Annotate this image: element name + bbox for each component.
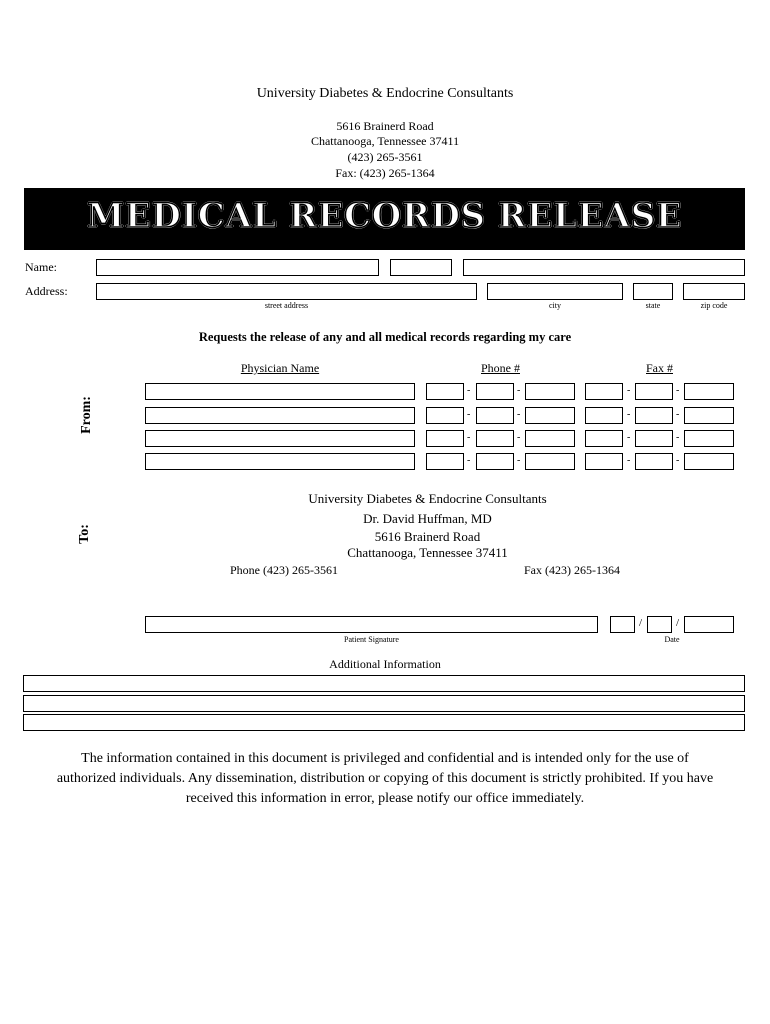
signature-caption: Patient Signature	[344, 635, 399, 644]
title-banner	[24, 188, 745, 250]
dash: -	[627, 385, 631, 396]
middle-initial-field[interactable]	[390, 259, 452, 276]
phone-prefix-field[interactable]	[476, 430, 514, 447]
dash: -	[627, 409, 631, 420]
date-caption: Date	[664, 635, 680, 644]
phone-header: Phone #	[481, 361, 520, 375]
phone-area-code-field[interactable]	[426, 383, 464, 400]
dash: -	[467, 385, 471, 396]
dash: -	[676, 385, 680, 396]
additional-info-field-3[interactable]	[23, 714, 745, 731]
date-day-field[interactable]	[647, 616, 672, 633]
to-org-name: University Diabetes & Endocrine Consultants	[308, 491, 547, 506]
dash: -	[676, 409, 680, 420]
org-address-line1: 5616 Brainerd Road	[336, 119, 434, 133]
physician-name-field[interactable]	[145, 453, 415, 470]
fax-area-code-field[interactable]	[585, 453, 623, 470]
org-name: University Diabetes & Endocrine Consultants	[256, 86, 514, 101]
from-label: From:	[79, 396, 94, 434]
fax-line-field[interactable]	[684, 407, 734, 424]
dash: -	[517, 432, 521, 443]
fax-area-code-field[interactable]	[585, 430, 623, 447]
zip-caption: zip code	[700, 301, 728, 310]
dash: -	[627, 455, 631, 466]
dash: -	[467, 432, 471, 443]
org-address-line2: Chattanooga, Tennessee 37411	[310, 134, 460, 148]
name-label: Name:	[25, 260, 57, 274]
fax-line-field[interactable]	[684, 453, 734, 470]
phone-line-field[interactable]	[525, 383, 575, 400]
fax-area-code-field[interactable]	[585, 383, 623, 400]
form-title: MEDICAL RECORDS RELEASE	[86, 196, 683, 236]
phone-area-code-field[interactable]	[426, 453, 464, 470]
phone-line-field[interactable]	[525, 430, 575, 447]
phone-line-field[interactable]	[525, 407, 575, 424]
date-month-field[interactable]	[610, 616, 635, 633]
physician-name-field[interactable]	[145, 430, 415, 447]
fax-prefix-field[interactable]	[635, 383, 673, 400]
fax-line-field[interactable]	[684, 383, 734, 400]
address-label: Address:	[25, 284, 68, 298]
org-phone: (423) 265-3561	[347, 150, 423, 164]
dash: -	[467, 409, 471, 420]
phone-prefix-field[interactable]	[476, 453, 514, 470]
street-address-field[interactable]	[96, 283, 477, 300]
org-fax: Fax: (423) 265-1364	[335, 166, 435, 180]
last-name-field[interactable]	[96, 259, 379, 276]
dash: -	[627, 432, 631, 443]
phone-area-code-field[interactable]	[426, 430, 464, 447]
state-field[interactable]	[633, 283, 673, 300]
additional-info-field-1[interactable]	[23, 675, 745, 692]
disclaimer-line-1: The information contained in this document is privileged and confidential and is intended only for the use of	[81, 751, 689, 766]
to-address-line2: Chattanooga, Tennessee 37411	[347, 545, 508, 560]
additional-info-field-2[interactable]	[23, 695, 745, 712]
to-address-line1: 5616 Brainerd Road	[374, 529, 481, 544]
dash: -	[676, 432, 680, 443]
state-caption: state	[645, 301, 661, 310]
phone-line-field[interactable]	[525, 453, 575, 470]
zip-code-field[interactable]	[683, 283, 745, 300]
to-doctor-name: Dr. David Huffman, MD	[363, 511, 492, 526]
fax-area-code-field[interactable]	[585, 407, 623, 424]
to-phone: Phone (423) 265-3561	[230, 563, 338, 577]
date-slash: /	[639, 617, 643, 629]
fax-prefix-field[interactable]	[635, 407, 673, 424]
phone-area-code-field[interactable]	[426, 407, 464, 424]
physician-name-field[interactable]	[145, 383, 415, 400]
to-label: To:	[77, 524, 92, 544]
disclaimer-line-2: authorized individuals. Any dissemination, distribution or copying of this document is strictly prohibited. If you have	[56, 771, 714, 786]
phone-prefix-field[interactable]	[476, 383, 514, 400]
first-name-field[interactable]	[463, 259, 745, 276]
additional-info-label: Additional Information	[329, 657, 441, 671]
fax-header: Fax #	[646, 361, 673, 375]
dash: -	[517, 409, 521, 420]
fax-prefix-field[interactable]	[635, 430, 673, 447]
physician-name-field[interactable]	[145, 407, 415, 424]
disclaimer-line-3: received this information in error, please notify our office immediately.	[185, 791, 585, 806]
to-fax: Fax (423) 265-1364	[524, 563, 620, 577]
physician-name-header: Physician Name	[240, 361, 320, 375]
request-text: Requests the release of any and all medical records regarding my care	[198, 330, 572, 344]
city-field[interactable]	[487, 283, 623, 300]
dash: -	[517, 455, 521, 466]
date-year-field[interactable]	[684, 616, 734, 633]
fax-line-field[interactable]	[684, 430, 734, 447]
city-caption: city	[549, 301, 561, 310]
patient-signature-field[interactable]	[145, 616, 598, 633]
dash: -	[467, 455, 471, 466]
date-slash: /	[676, 617, 680, 629]
fax-prefix-field[interactable]	[635, 453, 673, 470]
dash: -	[517, 385, 521, 396]
dash: -	[676, 455, 680, 466]
phone-prefix-field[interactable]	[476, 407, 514, 424]
street-caption: street address	[264, 301, 309, 310]
